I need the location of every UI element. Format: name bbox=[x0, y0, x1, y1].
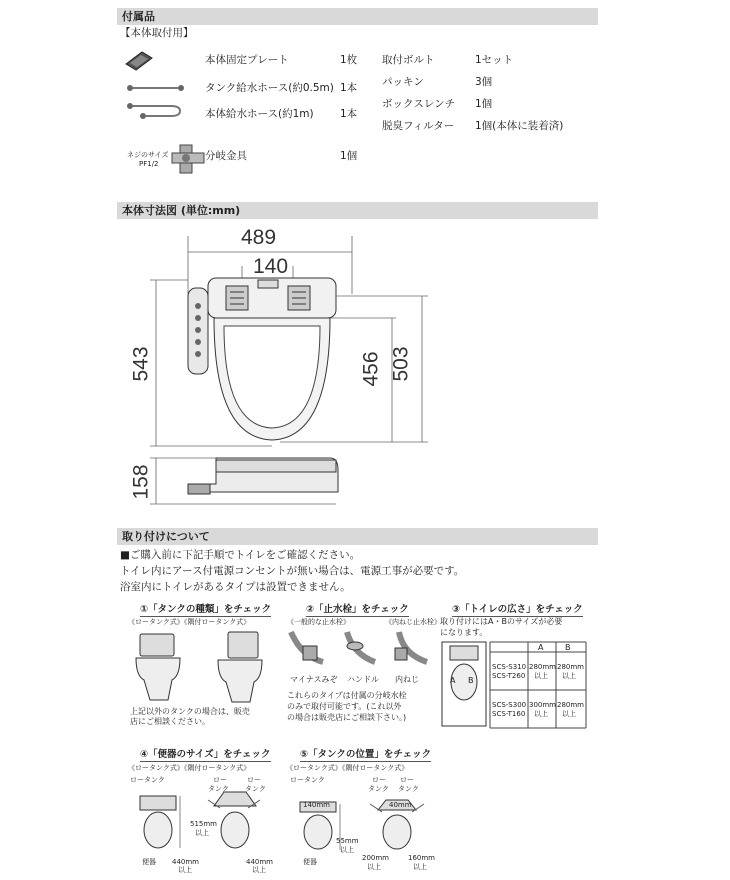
panel5-label-ro-2: ロー bbox=[400, 776, 414, 784]
panel2-note-1: これらのタイプは付属の分岐水栓 bbox=[287, 691, 407, 700]
panel4-label-tanku-2: タンク bbox=[245, 785, 266, 793]
row2-a-above: 以上 bbox=[534, 710, 548, 718]
row2-model-2: SCS-T160 bbox=[492, 710, 526, 718]
tank-hose-icon bbox=[126, 82, 186, 94]
fixing-plate-icon bbox=[124, 50, 154, 72]
row2-a: 300mm bbox=[529, 701, 556, 709]
accessory-right-0-qty: 1セット bbox=[475, 54, 514, 66]
valve-label-1: マイナスみぞ bbox=[290, 675, 338, 684]
accessory-right-2-qty: 1個 bbox=[475, 98, 493, 110]
panel4-label-ro-2: ロー bbox=[247, 776, 261, 784]
panel2-note-2: のみで取付可能です。(これ以外 bbox=[287, 702, 402, 711]
m140: 140mm bbox=[303, 801, 330, 809]
panel2-note-3: の場合は販売店にご相談下さい。) bbox=[287, 713, 407, 722]
accessory-right-3-name: 脱臭フィルター bbox=[382, 120, 455, 132]
size-col-a: A bbox=[538, 643, 544, 652]
accessory-left-2-qty: 1本 bbox=[340, 108, 358, 120]
panel5-sub: 《ロータンク式》《隅付ロータンク式》 bbox=[286, 764, 409, 772]
m160: 160mm bbox=[408, 854, 435, 862]
panel2-title: ②「止水栓」をチェック bbox=[306, 601, 409, 617]
accessories-subheader: 【本体取付用】 bbox=[120, 27, 194, 39]
diagram-label-a: A bbox=[450, 676, 456, 685]
dim-height: 158 bbox=[129, 464, 153, 500]
panel4-label-bowl: 便器 bbox=[142, 858, 156, 866]
installation-line-1: ■ご購入前に下記手順でトイレをご確認ください。 bbox=[120, 549, 361, 561]
toilet-tank-types-illustration bbox=[128, 628, 268, 710]
panel1-note-1: 上記以外のタンクの場合は、販売 bbox=[130, 707, 250, 716]
diagram-label-b: B bbox=[468, 676, 474, 685]
accessory-right-0-name: 取付ボルト bbox=[382, 54, 435, 66]
accessory-right-1-name: パッキン bbox=[382, 76, 424, 88]
m40: 40mm bbox=[389, 801, 412, 809]
m160-above: 以上 bbox=[413, 863, 427, 871]
accessory-right-2-name: ボックスレンチ bbox=[382, 98, 456, 110]
row1-b-above: 以上 bbox=[562, 672, 576, 680]
dimensions-header: 本体寸法図 (単位:mm) bbox=[117, 202, 598, 219]
panel5-label-tanku-2: タンク bbox=[398, 785, 419, 793]
valve-label-3: 内ねじ bbox=[395, 675, 419, 684]
panel1-sub: 《ロータンク式》《隅付ロータンク式》 bbox=[128, 618, 251, 626]
m440b-above: 以上 bbox=[252, 866, 266, 874]
panel5-label-ro-1: ロー bbox=[372, 776, 386, 784]
panel1-title: ①「タンクの種類」をチェック bbox=[140, 601, 271, 617]
m55-above: 以上 bbox=[340, 846, 354, 854]
accessory-right-3-qty: 1個(本体に装着済) bbox=[475, 120, 564, 132]
panel4-label-tanku-1: タンク bbox=[208, 785, 229, 793]
panel4-label-tank: ロータンク bbox=[130, 776, 165, 784]
row1-a-above: 以上 bbox=[534, 672, 548, 680]
panel2-sub-right: 《内ねじ止水栓》 bbox=[385, 618, 441, 626]
row2-b-above: 以上 bbox=[562, 710, 576, 718]
m55: 55mm bbox=[336, 837, 359, 845]
row1-a: 280mm bbox=[529, 663, 556, 671]
accessories-header: 付属品 bbox=[117, 8, 598, 25]
row1-b: 280mm bbox=[557, 663, 584, 671]
panel1-note-2: 店にご相談ください。 bbox=[130, 717, 210, 726]
panel3-desc-1: 取り付けにはA・Bのサイズが必要 bbox=[440, 617, 563, 626]
m200: 200mm bbox=[362, 854, 389, 862]
row2-b: 280mm bbox=[557, 701, 584, 709]
accessory-right-1-qty: 3個 bbox=[475, 76, 493, 88]
accessory-left-0-name: 本体固定プレート bbox=[205, 54, 289, 66]
m440b: 440mm bbox=[246, 858, 273, 866]
panel3-desc-2: になります。 bbox=[440, 628, 488, 637]
installation-header: 取り付けについて bbox=[117, 528, 598, 545]
screw-note-1: ネジのサイズ bbox=[127, 151, 169, 159]
size-col-b: B bbox=[565, 643, 571, 652]
m200-above: 以上 bbox=[367, 863, 381, 871]
accessory-left-3-qty: 1個 bbox=[340, 150, 358, 162]
m515-above: 以上 bbox=[195, 829, 209, 837]
panel5-label-tanku-1: タンク bbox=[368, 785, 389, 793]
installation-line-3: 浴室内にトイレがあるタイプは設置できません。 bbox=[120, 581, 351, 593]
panel5-label-tank: ロータンク bbox=[290, 776, 325, 784]
dim-width-inner: 140 bbox=[253, 255, 289, 278]
tank-position-illustration bbox=[290, 790, 440, 852]
m515: 515mm bbox=[190, 820, 217, 828]
m440a-above: 以上 bbox=[178, 866, 192, 874]
accessory-left-1-name: タンク給水ホース(約0.5m) bbox=[205, 82, 334, 94]
accessory-left-3-name: 分岐金具 bbox=[205, 150, 247, 162]
body-hose-icon bbox=[126, 100, 186, 122]
panel4-title: ④「便器のサイズ」をチェック bbox=[140, 746, 271, 762]
panel4-label-ro-1: ロー bbox=[213, 776, 227, 784]
accessory-left-0-qty: 1枚 bbox=[340, 54, 358, 66]
dim-length-body: 503 bbox=[389, 346, 413, 382]
panel2-sub-left: 《一般的な止水栓》 bbox=[287, 618, 350, 626]
dim-width-total: 489 bbox=[241, 226, 277, 249]
m440a: 440mm bbox=[172, 858, 199, 866]
panel5-title: ⑤「タンクの位置」をチェック bbox=[300, 746, 431, 762]
accessory-left-2-name: 本体給水ホース(約1m) bbox=[205, 108, 314, 120]
dim-length-seat: 456 bbox=[359, 351, 383, 387]
row2-model-1: SCS-S300 bbox=[492, 701, 527, 709]
panel3-title: ③「トイレの広さ」をチェック bbox=[452, 601, 583, 617]
branch-fitting-icon bbox=[170, 143, 206, 175]
panel4-sub: 《ロータンク式》《隅付ロータンク式》 bbox=[128, 764, 251, 772]
installation-line-2: トイレ内にアース付電源コンセントが無い場合は、電源工事が必要です。 bbox=[120, 565, 465, 577]
row1-model-1: SCS-S310 bbox=[492, 663, 527, 671]
stop-valve-illustration bbox=[287, 628, 435, 676]
accessory-left-1-qty: 1本 bbox=[340, 82, 358, 94]
dim-length-total: 543 bbox=[129, 346, 153, 382]
valve-label-2: ハンドル bbox=[347, 675, 379, 684]
panel5-label-bowl: 便器 bbox=[303, 858, 317, 866]
screw-note-2: PF1/2 bbox=[139, 160, 159, 168]
row1-model-2: SCS-T260 bbox=[492, 672, 526, 680]
